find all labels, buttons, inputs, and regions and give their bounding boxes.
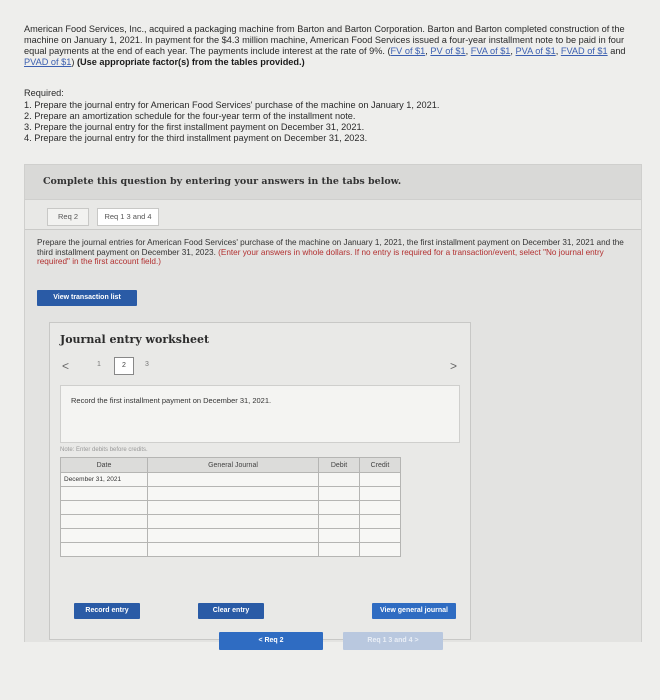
journal-entry-worksheet xyxy=(49,322,471,640)
column-credit: Credit xyxy=(360,458,401,473)
date-cell[interactable] xyxy=(61,501,148,515)
column-general-journal: General Journal xyxy=(148,458,319,473)
page-2-button[interactable]: 2 xyxy=(114,357,134,375)
table-row xyxy=(61,487,401,501)
credit-cell[interactable] xyxy=(360,529,401,543)
link-fva-of-1[interactable]: FVA of $1 xyxy=(470,46,511,56)
date-cell[interactable]: December 31, 2021 xyxy=(61,473,148,487)
debit-cell[interactable] xyxy=(319,515,360,529)
required-section xyxy=(24,88,624,144)
credit-cell[interactable] xyxy=(360,515,401,529)
credit-cell[interactable] xyxy=(360,487,401,501)
worksheet-title: Journal entry worksheet xyxy=(60,333,210,346)
tab-content xyxy=(25,229,641,642)
debits-credits-note: Note: Enter debits before credits. xyxy=(60,447,148,453)
account-cell[interactable] xyxy=(148,487,319,501)
debit-cell[interactable] xyxy=(319,529,360,543)
table-row xyxy=(61,501,401,515)
tab-req-1-3-and-4[interactable]: Req 1 3 and 4 xyxy=(97,208,159,226)
debit-cell[interactable] xyxy=(319,501,360,515)
date-cell[interactable] xyxy=(61,487,148,501)
prev-req-2-button[interactable]: < Req 2 xyxy=(219,632,323,650)
question-panel xyxy=(24,164,642,642)
required-item-1: 1. Prepare the journal entry for American Food Services' purchase of the machine on January 1, 2021. xyxy=(24,100,440,110)
table-row xyxy=(61,515,401,529)
required-item-2: 2. Prepare an amortization schedule for the four-year term of the installment note. xyxy=(24,111,356,121)
link-pva-of-1[interactable]: PVA of $1 xyxy=(515,46,556,56)
date-cell[interactable] xyxy=(61,515,148,529)
tabs-bar xyxy=(25,199,641,230)
clear-entry-button[interactable]: Clear entry xyxy=(198,603,264,619)
instructions-text: Prepare the journal entries for American Food Services' purchase of the machine on January 1, 2021, the first installment payment on December 31, 2021 and the third installment payment on December 31, 2023. xyxy=(37,238,624,257)
tab-req-2[interactable]: Req 2 xyxy=(47,208,89,226)
table-row xyxy=(61,529,401,543)
prev-page-icon[interactable]: < xyxy=(62,359,70,373)
view-general-journal-button[interactable]: View general journal xyxy=(372,603,456,619)
link-fvad-of-1[interactable]: FVAD of $1 xyxy=(560,46,608,56)
panel-title: Complete this question by entering your answers in the tabs below. xyxy=(43,176,402,187)
date-cell[interactable] xyxy=(61,529,148,543)
table-row xyxy=(61,473,401,487)
problem-intro: American Food Services, Inc., acquired a packaging machine from Barton and Barton Corporation. Barton and Barton completed construction of the machine on January 1, 2021. In payment for the $4.3 million machine, American Food Services issued a four-year installment note to be paid in four equal payments at the end of each year. The payments include interest at the rate of 9%. xyxy=(24,24,625,56)
column-date: Date xyxy=(61,458,148,473)
date-cell[interactable] xyxy=(61,543,148,557)
link-pvad-of-1[interactable]: PVAD of $1 xyxy=(24,57,72,67)
next-req-button[interactable]: Req 1 3 and 4 > xyxy=(343,632,443,650)
next-page-icon[interactable]: > xyxy=(450,359,458,373)
instructions-note: (Enter your answers in whole dollars. If no entry is required for a transaction/event, select "No journal entry required" in the first account field.) xyxy=(37,247,604,266)
account-cell[interactable] xyxy=(148,473,319,487)
account-cell[interactable] xyxy=(148,529,319,543)
credit-cell[interactable] xyxy=(360,473,401,487)
required-item-3: 3. Prepare the journal entry for the first installment payment on December 31, 2021. xyxy=(24,122,365,132)
tab-instructions xyxy=(37,238,627,267)
link-pv-of-1[interactable]: PV of $1 xyxy=(430,46,466,56)
link-conjunction: and xyxy=(610,46,626,56)
debit-cell[interactable] xyxy=(319,473,360,487)
record-description-box xyxy=(60,385,460,443)
required-item-4: 4. Prepare the journal entry for the third installment payment on December 31, 2023. xyxy=(24,133,368,143)
account-cell[interactable] xyxy=(148,501,319,515)
link-fv-of-1[interactable]: FV of $1 xyxy=(390,46,426,56)
account-cell[interactable] xyxy=(148,543,319,557)
account-cell[interactable] xyxy=(148,515,319,529)
journal-table xyxy=(60,457,401,557)
required-heading: Required: xyxy=(24,88,64,98)
factor-instruction: (Use appropriate factor(s) from the tables provided.) xyxy=(76,57,305,67)
problem-statement: American Food Services, Inc., acquired a packaging machine from Barton and Barton Corporation. Barton and Barton completed construction of the machine on January 1, 2021. In payment for the $4.3 million machine, American Food Services issued a four-year installment note to be paid in four equal payments at the end of each year. The payments include interest at the rate of 9%. (FV of $1, PV of $1, FVA of $1, PVA of $1, FVAD of $1 and PVAD of $1) (Use appropriate factor(s) from the tables provided.) xyxy=(24,24,626,67)
credit-cell[interactable] xyxy=(360,501,401,515)
record-description: Record the first installment payment on December 31, 2021. xyxy=(71,396,272,405)
credit-cell[interactable] xyxy=(360,543,401,557)
debit-cell[interactable] xyxy=(319,487,360,501)
record-entry-button[interactable]: Record entry xyxy=(74,603,140,619)
debit-cell[interactable] xyxy=(319,543,360,557)
page-1-button[interactable]: 1 xyxy=(97,361,101,368)
view-transaction-list-button[interactable]: View transaction list xyxy=(37,290,137,306)
page-3-button[interactable]: 3 xyxy=(145,361,149,368)
column-debit: Debit xyxy=(319,458,360,473)
table-row xyxy=(61,543,401,557)
